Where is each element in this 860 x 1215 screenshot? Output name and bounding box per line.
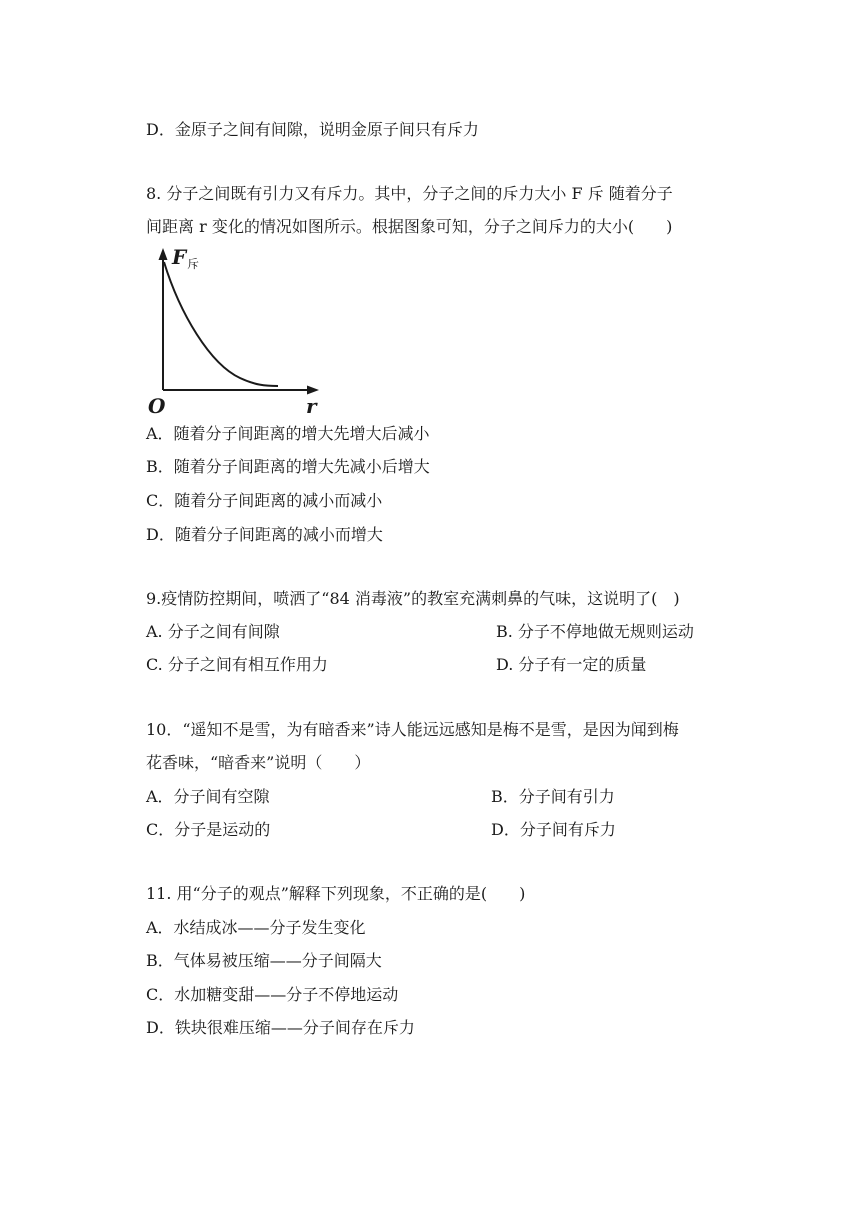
q8-option-b: B．随着分子间距离的增大先减小后增大 bbox=[146, 457, 430, 476]
q10-option-d: D．分子间有斥力 bbox=[491, 820, 616, 839]
graph-y-label-sub: 斥 bbox=[187, 257, 200, 271]
graph-repulsion-curve bbox=[164, 262, 278, 386]
q8-option-a: A．随着分子间距离的增大先增大后减小 bbox=[146, 424, 430, 443]
q9-stem: 9.疫情防控期间，喷洒了“84 消毒液”的教室充满刺鼻的气味，这说明了( ) bbox=[146, 589, 680, 608]
q10-stem-line2: 花香味，“暗香来”说明（ ） bbox=[146, 753, 371, 772]
q10-stem-line1: 10．“遥知不是雪，为有暗香来”诗人能远远感知是梅不是雪，是因为闻到梅 bbox=[146, 720, 679, 739]
q11-option-b: B．气体易被压缩——分子间隔大 bbox=[146, 951, 382, 970]
q9-option-c: C. 分子之间有相互作用力 bbox=[146, 655, 328, 674]
graph-y-label: F bbox=[172, 245, 187, 269]
q10-option-a: A．分子间有空隙 bbox=[146, 787, 270, 806]
q7-option-d: D．金原子之间有间隙，说明金原子间只有斥力 bbox=[146, 120, 479, 139]
q8-force-distance-graph bbox=[140, 244, 330, 416]
q9-option-b: B. 分子不停地做无规则运动 bbox=[496, 622, 694, 641]
graph-x-label: r bbox=[306, 394, 317, 416]
q11-option-a: A．水结成冰——分子发生变化 bbox=[146, 918, 366, 937]
q11-option-c: C．水加糖变甜——分子不停地运动 bbox=[146, 985, 399, 1004]
graph-y-arrow bbox=[159, 248, 168, 260]
q8-option-d: D．随着分子间距离的减小而增大 bbox=[146, 525, 383, 544]
q10-option-c: C．分子是运动的 bbox=[146, 820, 271, 839]
q9-option-a: A. 分子之间有间隙 bbox=[146, 622, 280, 641]
q11-option-d: D．铁块很难压缩——分子间存在斥力 bbox=[146, 1018, 415, 1037]
q11-stem: 11. 用“分子的观点”解释下列现象，不正确的是( ) bbox=[146, 884, 526, 903]
q10-option-b: B．分子间有引力 bbox=[491, 787, 615, 806]
q8-option-c: C．随着分子间距离的减小而减小 bbox=[146, 491, 383, 510]
q9-option-d: D. 分子有一定的质量 bbox=[496, 655, 647, 674]
q8-stem-line1: 8. 分子之间既有引力又有斥力。其中，分子之间的斥力大小 F 斥 随着分子 bbox=[146, 184, 673, 203]
q8-stem-line2: 间距离 r 变化的情况如图所示。根据图象可知，分子之间斥力的大小( ) bbox=[146, 217, 673, 236]
graph-origin-label: O bbox=[148, 394, 166, 416]
